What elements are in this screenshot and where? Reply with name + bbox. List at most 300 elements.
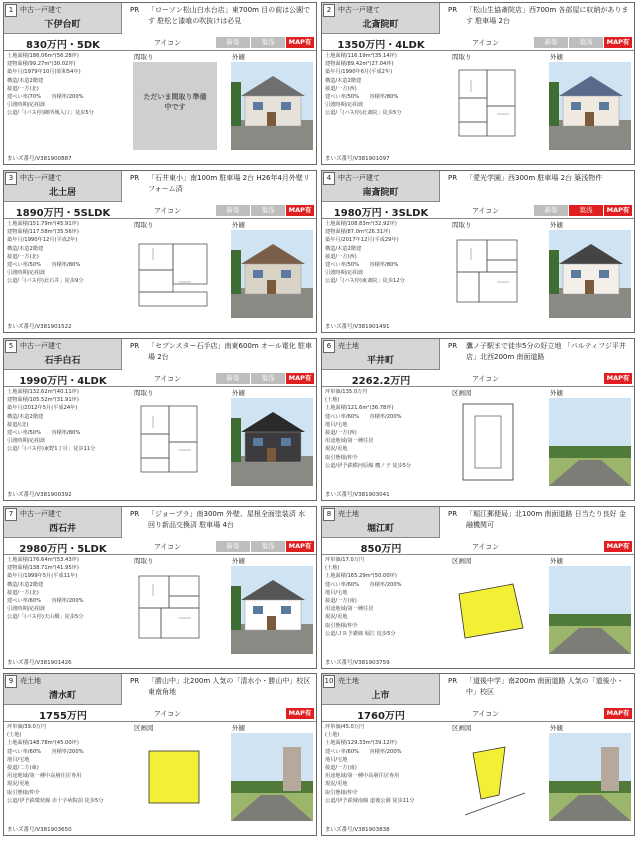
spec-line: 構造/木造2階建 [325,77,362,84]
spec-line: 引渡時期/応相談 [7,102,46,109]
spec-line: 構造/木造2階建 [7,581,44,588]
spec-line: (土地) [325,397,340,404]
listing-number: 8 [323,508,335,521]
badge-group [216,373,314,384]
lot-plan-drawing [451,733,535,821]
spec-line: 建ぺい率/50% 容積率/80% [7,262,81,269]
listing-header [4,3,122,34]
pr-description: 「石井東小」南100m 駐車場 2台 H26年4月外壁リフォーム済 [148,174,310,193]
spec-line: 公道/ＪＲ予讃線 堀江 徒歩5分 [325,630,396,637]
icon-label: アイコン [154,39,182,47]
spec-line: 土地面積/116.19m²(35.14坪) [325,53,397,59]
exterior-image[interactable] [231,230,313,318]
spec-line: 接道/一方(南) [325,765,357,772]
registration-number: まいズ番号/V381901491 [325,324,390,330]
spec-line: 地目/宅地 [325,421,348,428]
exterior-photo [549,398,631,486]
spec-line: 現況/更地 [325,781,348,788]
pr-text [444,676,630,698]
spec-list [325,723,447,805]
price: 1890万円・5SLDK [15,208,111,219]
property-type: 売土地 [338,510,359,518]
area-name: 上市 [371,691,390,701]
floor-plan-label: 区画図 [452,389,472,397]
listing-header [322,674,440,705]
area-name: 石手白石 [44,356,81,366]
spec-line: 接道/二方(東) [7,765,39,772]
feature-badge: 築浅 [251,373,285,384]
pr-description: 鷹ノ子駅まで徒歩5分の好立地 「パルティフジ平井店」北西200m 南面道路 [466,342,626,361]
map-button[interactable]: MAP有 [604,205,632,216]
price-bar [322,371,634,387]
property-type: 中古一戸建て [20,510,62,518]
spec-line: 接道/一方(西) [325,85,357,92]
pr-label: PR [448,510,458,518]
map-button[interactable]: MAP有 [286,205,314,216]
spec-line: 公道/「(バス停)御所城入口」徒歩5分 [7,110,94,117]
spec-line: 公道/伊予鉄城南線 道後公園 徒歩11分 [325,797,415,804]
listing-number: 6 [323,340,335,353]
property-type: 中古一戸建て [20,174,62,182]
pr-description: 「道後中学」南200m 南面道路 人気の「道後小・中」校区 [466,677,624,696]
pr-text [126,173,312,195]
icon-label: アイコン [472,710,500,718]
exterior-photo [231,230,313,318]
listing-header [4,674,122,705]
exterior-image[interactable] [231,566,313,654]
spec-list [7,220,129,286]
pr-description: 「堀江郵便局」北100m 南面道路 日当たり良好 金融機関可 [466,510,626,529]
spec-line: 引渡時期/応相談 [7,270,46,277]
spec-line: 公道/伊予鉄横河原線 鷹ノ子 徒歩5分 [325,462,412,469]
listing-card[interactable] [3,170,317,333]
badge-group [216,205,314,216]
pr-description: 「ローソン松山白水台店」東700m 目の前は公園です 駐松と漆喰の吹抜けは必見 [148,6,311,25]
price: 1990万円・4LDK [19,376,107,387]
area-name: 下伊台町 [44,20,81,30]
spec-line: 用途地域/第一種中高層住居専用 [325,773,400,780]
price-bar [4,203,316,219]
listing-card[interactable] [321,170,635,333]
price-bar [322,35,634,51]
spec-line: 用途地域/第一種住居 [325,438,374,445]
pr-label: PR [130,510,140,518]
feature-badge: 新築 [216,205,250,216]
spec-line: 引渡時期/応相談 [325,102,364,109]
exterior-photo [549,62,631,150]
listing-header [4,507,122,538]
feature-badge: 新築 [216,373,250,384]
exterior-photo [231,398,313,486]
spec-list [7,52,129,118]
icon-label: アイコン [154,543,182,551]
spec-line: 坪単価/17.0万円 [325,557,365,563]
pr-description: 「ジョープラ」南300m 外壁、屋根全面塗装済 水回り新品交換済 駐車場 4台 [148,510,306,529]
property-type: 中古一戸建て [20,342,62,350]
map-button[interactable]: MAP有 [286,373,314,384]
map-button[interactable]: MAP有 [286,541,314,552]
registration-number: まいズ番号/V381903759 [325,660,390,666]
pr-text [444,341,630,363]
spec-line: 建ぺい率/50% 容積率/80% [325,94,399,101]
area-name: 南斎院町 [362,188,399,198]
exterior-label: 外観 [550,724,563,732]
spec-line: 引渡時期/応相談 [7,438,46,445]
spec-line: 坪単価/45.0万円 [325,724,365,730]
spec-line: 構造/木造2階建 [7,245,44,252]
icon-label: アイコン [472,39,500,47]
spec-line: 接道/一方(西) [325,430,357,437]
exterior-image[interactable] [549,566,631,654]
spec-line: 地目/宅地 [325,756,348,763]
area-name: 清水町 [48,691,76,701]
map-button[interactable]: MAP有 [604,37,632,48]
feature-badge: 新築 [534,205,568,216]
exterior-photo [549,566,631,654]
spec-line: 土地面積/108.83m²(32.92坪) [325,221,397,227]
spec-line: 建ぺい率/70% 容積率/200% [7,94,84,101]
floor-plan-image[interactable] [133,566,217,654]
spec-line: 土地面積/129.33m²(39.12坪) [325,740,397,747]
area-name: 北斎院町 [362,20,399,30]
spec-line: 建物面積/138.71m²(41.95坪) [7,565,79,572]
area-name: 西石井 [48,524,76,534]
exterior-label: 外観 [232,221,245,229]
spec-line: 築年月/1999年5月(平成11年) [7,573,78,580]
listing-header [4,171,122,202]
lot-plan-drawing [451,398,535,486]
floor-plan-drawing [133,230,217,318]
listing-card[interactable] [321,673,635,836]
lot-plan-drawing [133,733,217,821]
spec-line: 構造/木造2階建 [325,245,362,252]
pr-text [444,509,630,531]
listing-card[interactable] [3,338,317,501]
pr-text [126,509,312,531]
pr-label: PR [448,6,458,14]
price-bar [322,539,634,555]
pr-description: 「愛光学園」西300m 駐車場 2台 築浅物件 [466,174,603,182]
feature-badge: 築浅 [251,541,285,552]
spec-line: 接道/(北) [7,421,29,428]
floor-plan-label: 区画図 [134,724,154,732]
listing-number: 9 [5,675,17,688]
exterior-image[interactable] [231,398,313,486]
spec-line: 構造/木造2階建 [7,413,44,420]
pr-label: PR [448,342,458,350]
listing-number: 10 [323,675,335,688]
listing-number: 1 [5,4,17,17]
spec-line: 取引態様/仲介 [325,454,358,461]
badge-group [534,205,632,216]
spec-line: 建ぺい率/60% 容積率/200% [7,598,84,605]
exterior-photo [549,733,631,821]
spec-line: 公道/「(バス停)東野1丁目」徒歩11分 [7,446,96,453]
pr-text [444,173,630,184]
spec-line: 土地面積/121.6m²(36.78坪) [325,405,394,412]
floor-plan-label: 間取り [134,389,154,397]
spec-line: 築年月/1979年10月(昭和54年) [7,69,81,76]
icon-label: アイコン [154,710,182,718]
badge-group [604,373,632,384]
listing-card[interactable] [321,506,635,669]
spec-line: 建ぺい率/50% 容積率/80% [325,262,399,269]
icon-label: アイコン [472,543,500,551]
spec-list [7,556,129,622]
exterior-photo [549,230,631,318]
exterior-image[interactable] [549,398,631,486]
listing-number: 5 [5,340,17,353]
spec-line: (土地) [7,732,22,739]
price: 1760万円 [357,711,405,722]
spec-line: 接道/一方(北) [7,253,39,260]
spec-line: 建物面積/105.52m²(31.91坪) [7,397,79,404]
spec-line: (土地) [325,565,340,572]
listing-card[interactable] [321,338,635,501]
spec-line: 建物面積/117.58m²(35.56坪) [7,229,79,236]
badge-group [286,708,314,719]
exterior-image[interactable] [549,62,631,150]
exterior-label: 外観 [550,557,563,565]
spec-line: 土地面積/186.06m²(56.28坪) [7,53,79,59]
spec-line: 現況/更地 [7,781,30,788]
listing-card[interactable] [3,2,317,165]
pr-description: 「勝山中」北200m 人気の「清水小・勝山中」校区 東南角地 [148,677,311,696]
spec-line: 接道/一方(南) [325,598,357,605]
exterior-label: 外観 [232,53,245,61]
spec-list [7,723,129,805]
price: 2262.2万円 [351,376,411,387]
floor-plan-image[interactable] [451,398,535,486]
exterior-label: 外観 [550,221,563,229]
registration-number: まいズ番号/V381900392 [7,492,72,498]
exterior-image[interactable] [549,230,631,318]
feature-badge: 築浅 [251,205,285,216]
area-name: 堀江町 [366,524,394,534]
spec-line: 築年月/2017年12月(平成29年) [325,237,399,244]
listing-header [322,339,440,370]
spec-line: 坪単価/135.0万円 [325,389,368,395]
floor-plan-label: 間取り [134,557,154,565]
price: 2980万円・5LDK [19,544,107,555]
listing-header [4,339,122,370]
spec-line: 坪単価/39.0万円 [7,724,47,730]
exterior-label: 外観 [232,389,245,397]
exterior-photo [231,733,313,821]
listing-number: 3 [5,172,17,185]
badge-group [216,541,314,552]
exterior-label: 外観 [232,724,245,732]
lot-plan-drawing [451,566,535,654]
icon-label: アイコン [472,207,500,215]
badge-group [604,708,632,719]
property-type: 中古一戸建て [338,174,380,182]
spec-line: 公道/「(バス停)北斎院」徒歩5分 [325,110,402,117]
map-button[interactable]: MAP有 [604,373,632,384]
spec-line: 公道/「(バス停)天山橋」徒歩5分 [7,614,84,621]
spec-line: 取引態様/仲介 [325,622,358,629]
spec-line: 用途地域/第一種中高層住居専用 [7,773,82,780]
price-bar [322,706,634,722]
listing-number: 7 [5,508,17,521]
spec-line: 建物面積/89.42m²(27.04坪) [325,61,394,68]
spec-line: 土地面積/165.29m²(50.00坪) [325,573,397,580]
price-bar [4,539,316,555]
spec-line: 土地面積/176.64m²(53.43坪) [7,557,79,563]
spec-line: 公道/伊予鉄環状線 赤十字病院前 徒歩5分 [7,797,104,804]
floor-plan-image[interactable] [133,733,217,821]
pr-label: PR [130,342,140,350]
listing-number: 4 [323,172,335,185]
property-type: 売土地 [338,342,359,350]
exterior-label: 外観 [550,53,563,61]
floor-plan-image[interactable] [451,566,535,654]
floor-plan-label: 間取り [134,53,154,61]
spec-line: 築年月/1990年12月(平成2年) [7,237,78,244]
floor-plan-label: 区画図 [452,557,472,565]
area-name: 北土居 [48,188,76,198]
exterior-label: 外観 [550,389,563,397]
exterior-photo [231,62,313,150]
spec-line: 現況/更地 [325,614,348,621]
floor-plan-image[interactable] [133,398,217,486]
listing-card[interactable] [321,2,635,165]
feature-badge: 新築 [216,541,250,552]
floor-plan-drawing [451,62,535,150]
spec-line: 建ぺい率/50% 容積率/80% [7,430,81,437]
price: 830万円・5DK [26,40,100,51]
pr-description: 「松山生協斎院店」西700m 各部屋に収納があります 駐車場 2台 [466,6,629,25]
spec-line: 土地面積/151.79m²(45.91坪) [7,221,79,227]
price: 1980万円・3SLDK [333,208,429,219]
property-type: 売土地 [338,677,359,685]
pr-label: PR [130,6,140,14]
pr-text [126,341,312,363]
spec-line: 接道/一方(北) [7,85,39,92]
spec-line: 現況/更地 [325,446,348,453]
spec-line: 建物面積/99.27m²(30.02坪) [7,61,76,68]
exterior-label: 外観 [232,557,245,565]
listing-header [322,171,440,202]
spec-line: 接道/一方(西) [325,253,357,260]
floor-plan-image[interactable] [451,230,535,318]
feature-badge: 新築 [216,37,250,48]
spec-line: 引渡時期/応相談 [7,606,46,613]
pr-description: 「セブンスター石手店」南東600m オール電化 駐車場 2台 [148,342,312,361]
pr-label: PR [448,677,458,685]
spec-line: 建物面積/87.0m²(26.31坪) [325,229,391,236]
price-bar [4,35,316,51]
price: 1350万円・4LDK [337,40,425,51]
floor-plan-image[interactable] [133,62,217,150]
area-name: 平井町 [366,356,394,366]
spec-list [325,52,447,118]
pr-label: PR [130,174,140,182]
pr-text [444,5,630,27]
property-type: 売土地 [20,677,41,685]
price-bar [322,203,634,219]
spec-line: 引渡時期/応相談 [325,270,364,277]
feature-badge: 築浅 [569,37,603,48]
floor-plan-label: 区画図 [452,724,472,732]
floor-plan-image[interactable] [451,733,535,821]
badge-group [534,37,632,48]
spec-line: 取引態様/仲介 [325,789,358,796]
feature-badge: 築浅 [251,37,285,48]
spec-line: 築年月/1990年6月(平成2年) [325,69,393,76]
exterior-image[interactable] [231,62,313,150]
registration-number: まいズ番号/V381901522 [7,324,72,330]
spec-line: 建ぺい率/60% 容積率/200% [7,748,84,755]
map-button[interactable]: MAP有 [286,37,314,48]
listing-number: 2 [323,4,335,17]
floor-plan-image[interactable] [451,62,535,150]
floor-plan-image[interactable] [133,230,217,318]
spec-line: 地目/宅地 [325,589,348,596]
registration-number: まいズ番号/V381901426 [7,660,72,666]
pr-text [126,676,312,698]
pr-text [126,5,312,27]
map-button[interactable]: MAP有 [286,708,314,719]
exterior-photo [231,566,313,654]
icon-label: アイコン [154,375,182,383]
property-type: 中古一戸建て [338,6,380,14]
exterior-image[interactable] [231,733,313,821]
spec-line: 地目/宅地 [7,756,30,763]
price-bar [4,371,316,387]
property-type: 中古一戸建て [20,6,62,14]
price: 850万円 [360,544,402,555]
badge-group [604,541,632,552]
pr-label: PR [448,174,458,182]
spec-line: 建ぺい率/60% 容積率/200% [325,581,402,588]
listing-header [322,507,440,538]
price: 1755万円 [39,711,87,722]
registration-number: まいズ番号/V381903838 [325,827,390,833]
spec-list [7,388,129,454]
placeholder-text: ただいま間取り準備中です [143,93,207,111]
listing-header [322,3,440,34]
floor-plan-drawing [451,230,535,318]
registration-number: まいズ番号/V381901097 [325,156,390,162]
icon-label: アイコン [154,207,182,215]
spec-line: 建ぺい率/60% 容積率/200% [325,748,402,755]
registration-number: まいズ番号/V381903650 [7,827,72,833]
spec-line: 公道/「(バス停)北石井」徒歩9分 [7,278,84,285]
icon-label: アイコン [472,375,500,383]
map-button[interactable]: MAP有 [604,708,632,719]
registration-number: まいズ番号/V381900887 [7,156,72,162]
spec-line: 土地面積/148.78m²(45.00坪) [7,740,79,747]
floor-plan-label: 間取り [134,221,154,229]
feature-badge: 築浅 [569,205,603,216]
map-button[interactable]: MAP有 [604,541,632,552]
feature-badge: 新築 [534,37,568,48]
badge-group [216,37,314,48]
spec-line: 取引態様/仲介 [7,789,40,796]
pr-label: PR [130,677,140,685]
listing-card[interactable] [3,506,317,669]
exterior-image[interactable] [549,733,631,821]
spec-line: 公道/「(バス停)東斎院」徒歩12分 [325,278,405,285]
spec-list [325,388,447,470]
listing-card[interactable] [3,673,317,836]
spec-line: 建ぺい率/60% 容積率/200% [325,413,402,420]
floor-plan-drawing [133,566,217,654]
floor-plan-label: 間取り [452,221,472,229]
spec-line: 接道/一方(北) [7,589,39,596]
spec-line: (土地) [325,732,340,739]
